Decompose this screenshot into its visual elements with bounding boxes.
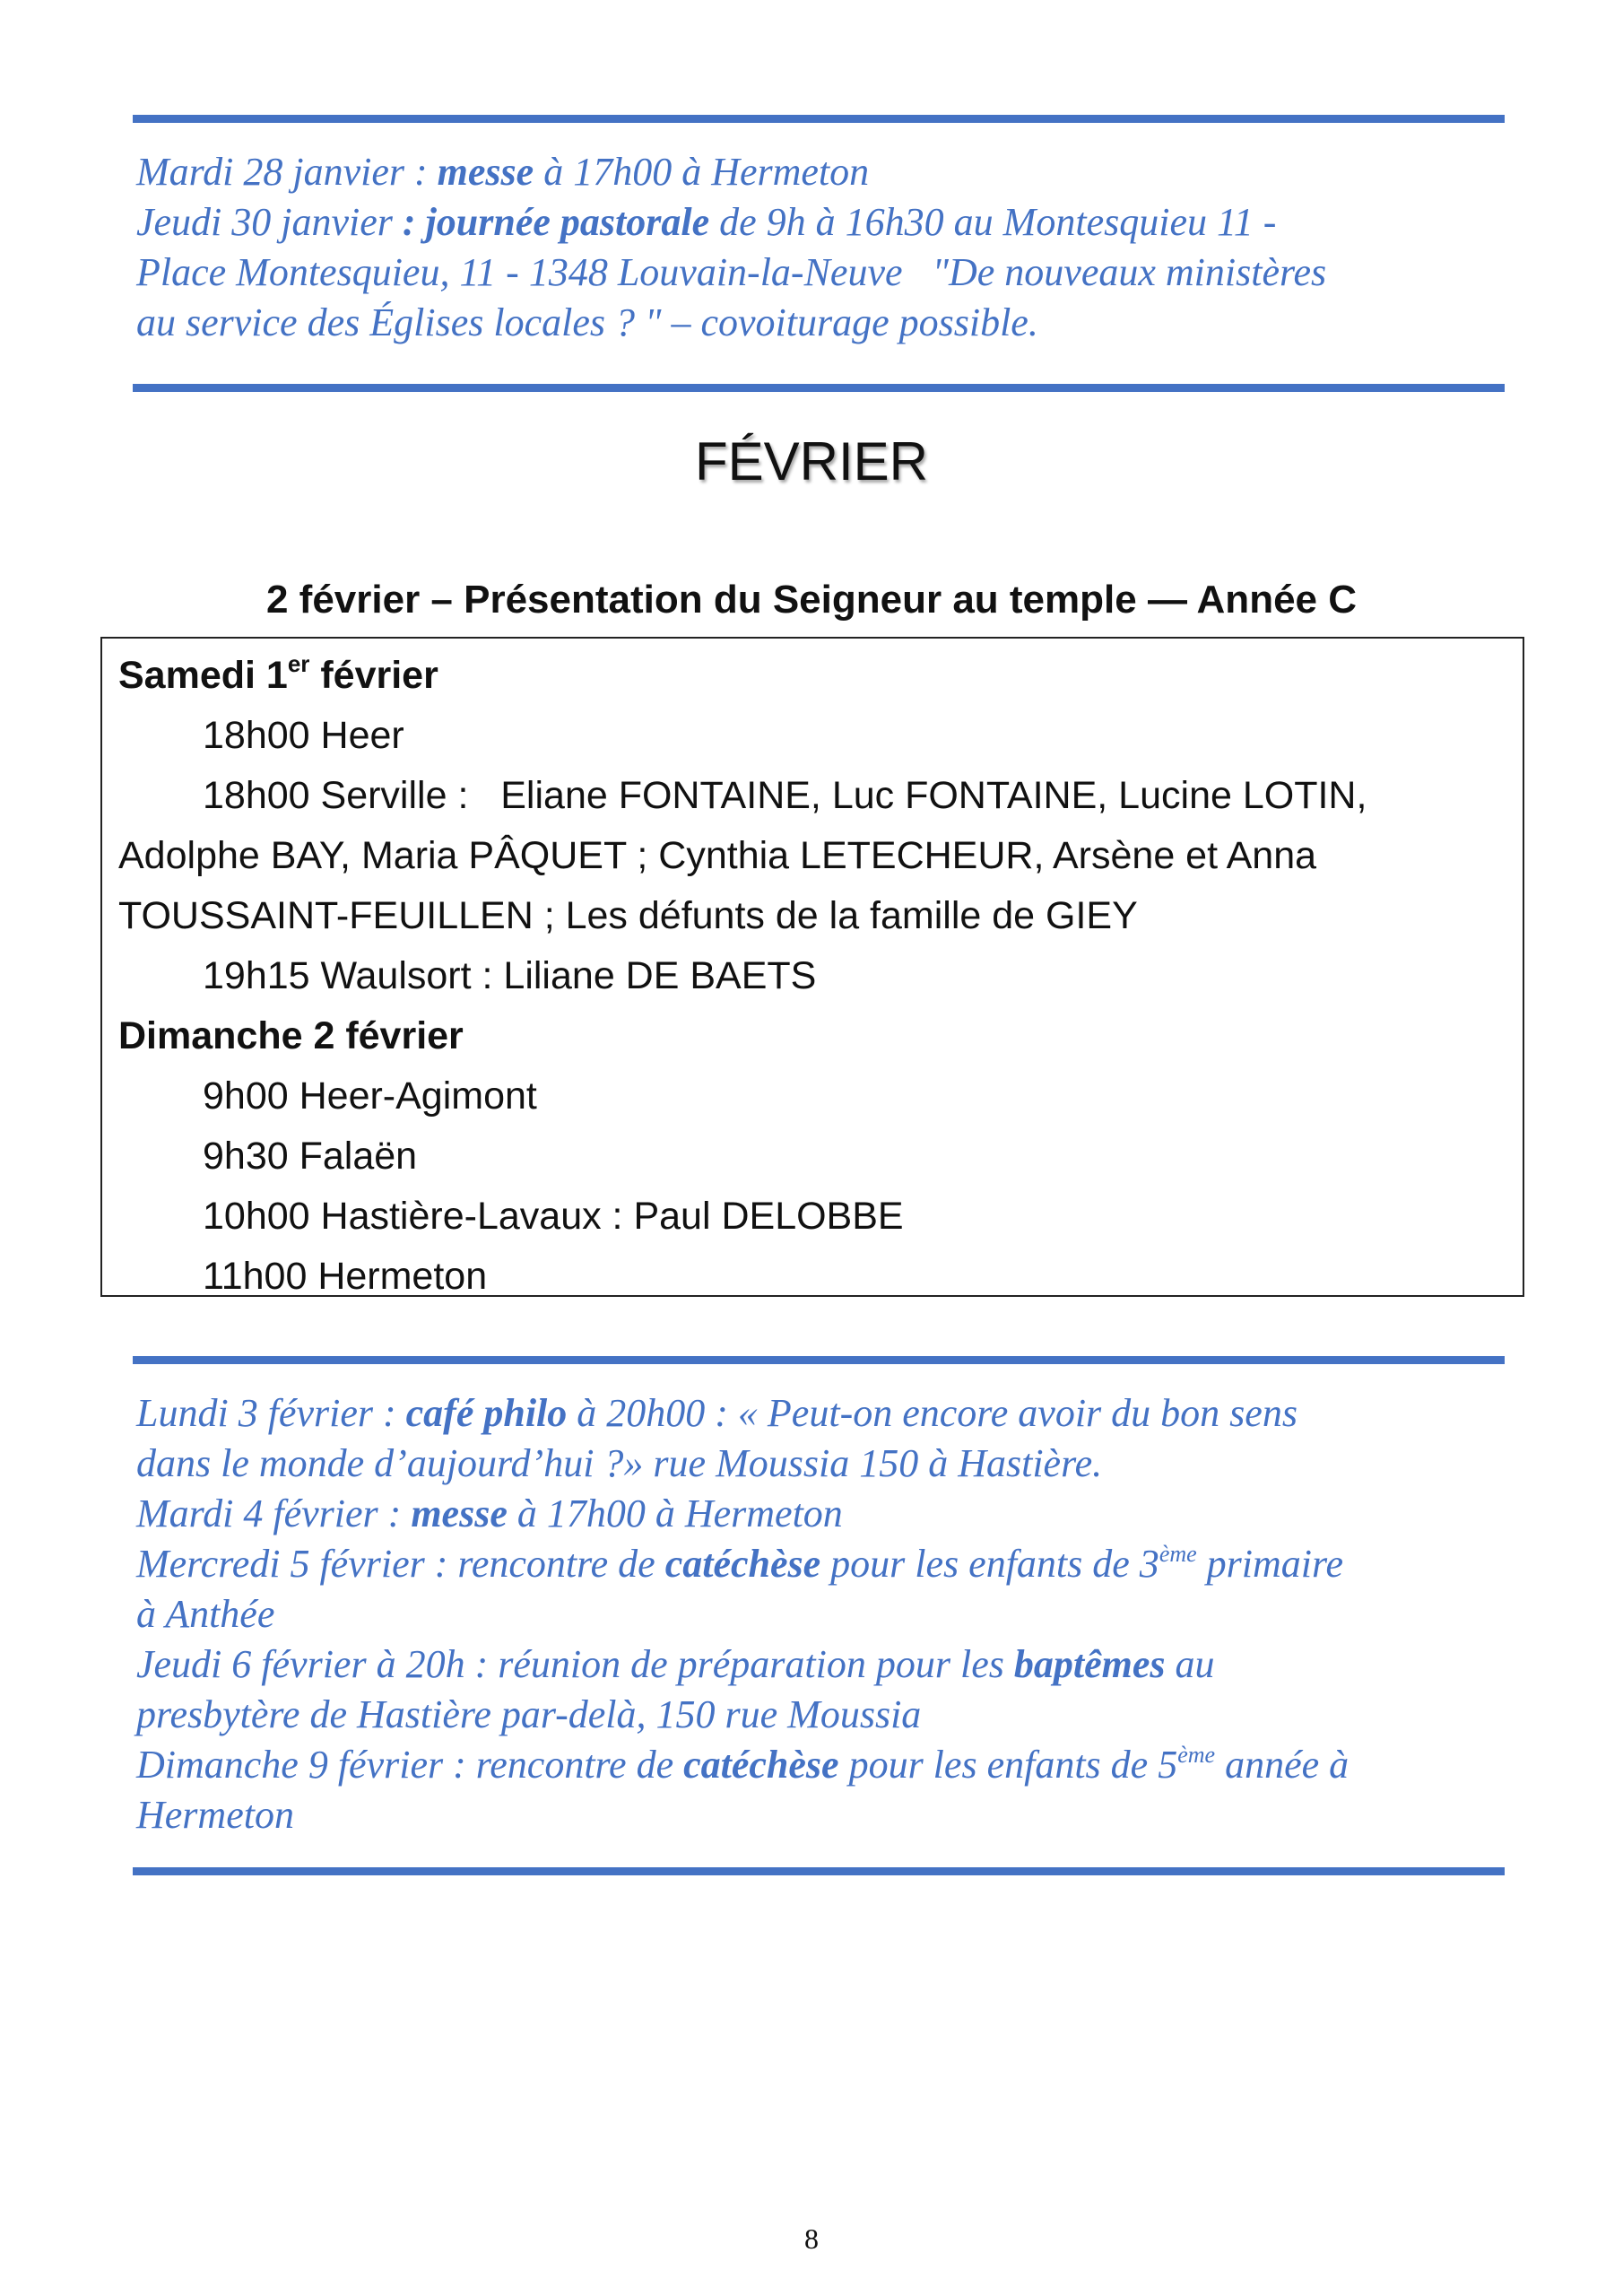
note-pastoral-address: Place Montesquieu, 11 - 1348 Louvain-la-Neuve "De nouveaux ministères — [136, 250, 1327, 294]
note-catechesis-feb5: Mercredi 5 février : rencontre de catéchèse pour les enfants de 3ème primaire — [136, 1541, 1344, 1586]
schedule-line: 10h00 Hastière-Lavaux : Paul DELOBBE — [203, 1195, 904, 1238]
divider-3 — [133, 1356, 1505, 1364]
celebration-title: 2 février – Présentation du Seigneur au temple — Année C — [265, 578, 1358, 622]
schedule-line: 19h15 Waulsort : Liliane DE BAETS — [203, 954, 817, 997]
note-catechesis-feb9: Dimanche 9 février : rencontre de catéchèse pour les enfants de 5ème année à — [136, 1742, 1350, 1787]
schedule-line: TOUSSAINT-FEUILLEN ; Les défunts de la famille de GIEY — [118, 894, 1138, 937]
note-baptism-meeting-cont: presbytère de Hastière par-delà, 150 rue Moussia — [136, 1692, 922, 1736]
note-cafe-philo-cont: dans le monde d’aujourd’hui ?» rue Moussia 150 à Hastière. — [136, 1441, 1103, 1485]
note-pastoral-day: Jeudi 30 janvier : journée pastorale de 9h à 16h30 au Montesquieu 11 - — [136, 200, 1277, 244]
month-title: FÉVRIER — [694, 431, 929, 491]
divider-2 — [133, 384, 1505, 392]
note-catechesis-feb9-cont: Hermeton — [136, 1793, 294, 1837]
schedule-line: 18h00 Serville : Eliane FONTAINE, Luc FONTAINE, Lucine LOTIN, — [203, 774, 1367, 817]
sunday-heading: Dimanche 2 février — [118, 1014, 464, 1057]
mass-schedule-box — [100, 637, 1524, 1297]
january-notes — [136, 147, 1517, 348]
note-cafe-philo: Lundi 3 février : café philo à 20h00 : « Peut-on encore avoir du bon sens — [136, 1391, 1298, 1435]
schedule-line: 9h00 Heer-Agimont — [203, 1074, 537, 1118]
page-number: 8 — [804, 2222, 819, 2255]
bottom-divider — [133, 1867, 1505, 1875]
february-notes — [136, 1388, 1517, 1840]
schedule-line: 18h00 Heer — [203, 714, 404, 757]
note-catechesis-feb5-cont: à Anthée — [136, 1592, 275, 1636]
note-mass-jan28: Mardi 28 janvier : messe à 17h00 à Hermeton — [136, 150, 870, 194]
schedule-line: 11h00 Hermeton — [203, 1255, 488, 1298]
schedule-line: Adolphe BAY, Maria PÂQUET ; Cynthia LETECHEUR, Arsène et Anna — [118, 834, 1317, 877]
note-pastoral-theme: au service des Églises locales ? " – covoiturage possible. — [136, 300, 1038, 344]
saturday-heading: Samedi 1er février — [118, 650, 438, 697]
note-mass-feb4: Mardi 4 février : messe à 17h00 à Hermeton — [136, 1492, 843, 1535]
note-baptism-meeting: Jeudi 6 février à 20h : réunion de préparation pour les baptêmes au — [136, 1642, 1215, 1686]
top-divider — [133, 115, 1505, 123]
schedule-line: 9h30 Falaën — [203, 1135, 418, 1178]
